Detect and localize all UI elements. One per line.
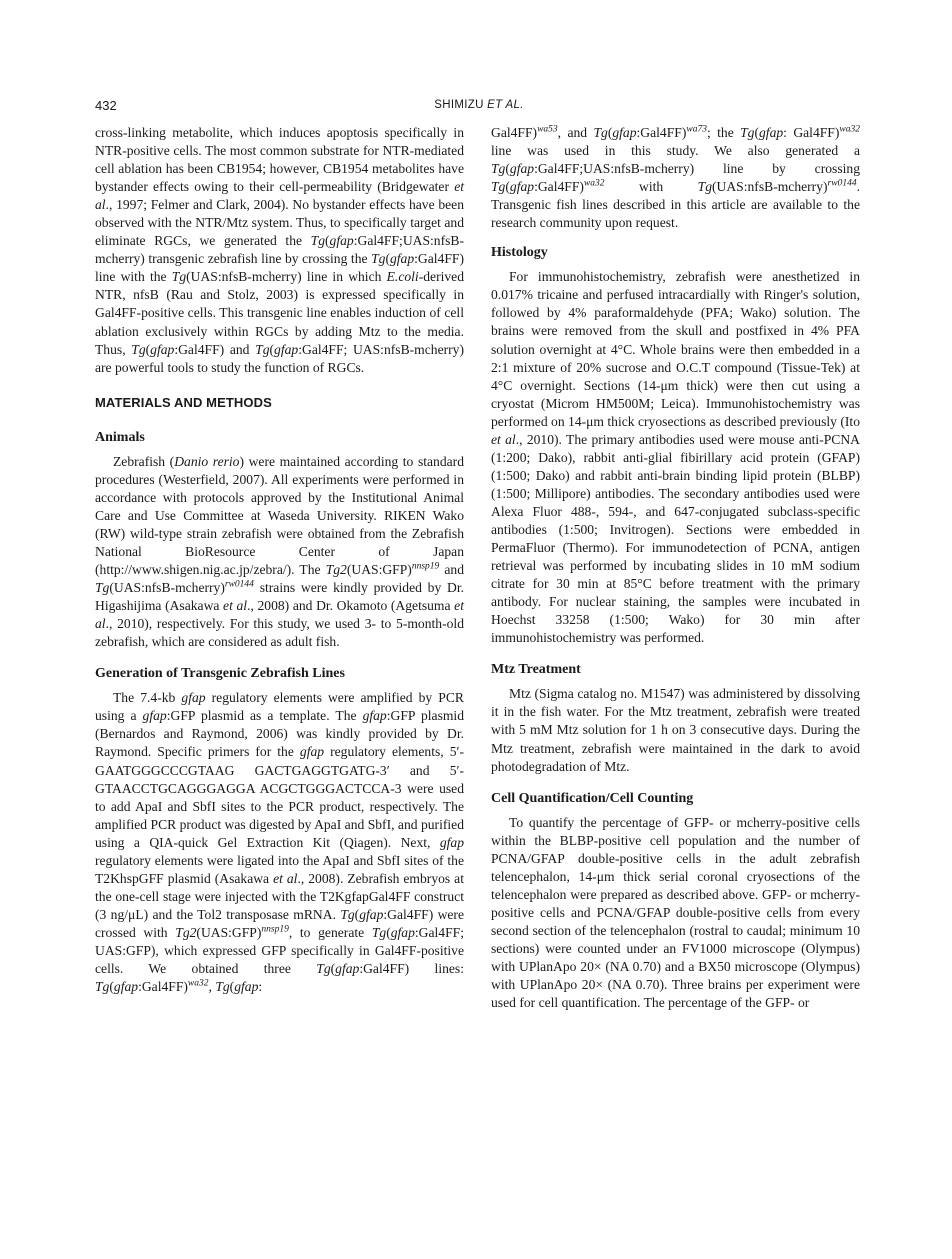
generation-continued-paragraph: Gal4FF)$^{wa53}$, and Tg(gfap:Gal4FF)$^{wa73}$; the Tg(gfap: Gal4FF)$^{wa32}$ line was used in this study. We also generated a Tg(gfap:Gal4FF;UAS:nfsB-mcherry) line by crossing Tg(gfap:Gal4FF)$^{wa32}$ with Tg(UAS:nfsB-mcherry)$^{rw0144}$. Transgenic fish lines described in this article are available to the research community upon request. bbox=[491, 124, 860, 231]
generation-heading: Generation of Transgenic Zebrafish Lines bbox=[95, 666, 345, 682]
mtz-treatment-paragraph: Mtz (Sigma catalog no. M1547) was administered by dissolving it in the fish water. For the Mtz treatment, zebrafish were treated with 5 mM Mtz solution for 1 h on 3 consecutive days. During the Mtz treatment, zebrafish were maintained in the dark to avoid photodegradation of Mtz. bbox=[491, 686, 860, 774]
cell-quantification-heading: Cell Quantification/Cell Counting bbox=[491, 790, 694, 806]
left-column bbox=[95, 124, 464, 996]
generation-paragraph: The 7.4-kb gfap regulatory elements were amplified by PCR using a gfap:GFP plasmid as a template. The gfap:GFP plasmid (Bernardos and Raymond, 2006) was kindly provided by Dr. Raymond. Specific primers for the gfap regulatory elements, 5′-GAATGGGCCCGTAAG GACTGAGGTGATG-3′ and 5′-GTAACCTGCAGGGAGGA ACGCTGGGACTCCA-3 were used to add ApaI and SbfI sites to the PCR product, respectively. The amplified PCR product was digested by ApaI and SbfI, and purified using a QIA-quick Gel Extraction Kit (Qiagen). Next, gfap regulatory elements were ligated into the ApaI and SbfI sites of the T2KhspGFF plasmid (Asakawa et al., 2008). Zebrafish embryos at the one-cell stage were injected with the T2KgfapGal4FF construct (3 ng/μL) and the Tol2 transposase mRNA. Tg(gfap:Gal4FF) were crossed with Tg2(UAS:GFP)$^{nnsp19}$, to generate Tg(gfap:Gal4FF; UAS:GFP), which expressed GFP specifically in Gal4FF-positive cells. We obtained three Tg(gfap:Gal4FF) lines: Tg(gfap:Gal4FF)$^{wa32}$, Tg(gfap: bbox=[95, 690, 465, 995]
right-column bbox=[491, 124, 860, 1012]
histology-paragraph: For immunohistochemistry, zebrafish were anesthetized in 0.017% tricaine and perfused intracardially with Ringer's solution, followed by 4% paraformaldehyde (PFA; Wako) solution. The brains were removed from the skull and postfixed in 4% PFA solution overnight at 4°C. Whole brains were then embedded in a 2:1 mixture of 20% sucrose and O.C.T compound (Tissue-Tek) at 4°C overnight. Sections (14-μm thick) were then cut using a cryostat (Microm HM500M; Leica). Immunohistochemistry was performed on 14-μm thick cryosections as described previously (Ito et al., 2010). The primary antibodies used were mouse anti-PCNA (1:200; Dako), rabbit anti-glial fibirillary acid protein (GFAP) (1:500; Dako) and rabbit anti-brain binding lipid protein (BLBP) (1:500; Millipore) antibodies. The secondary antibodies used were Alexa Fluor 488-, 594-, and 647-conjugated subclass-specific antibodies (1:500; Invitrogen). Sections were embedded in PermaFluor (Thermo). For immunodetection of PCNA, antigen retrieval was performed by incubating slides in 10 mM sodium citrate for 30 min at 85°C before treatment with the primary antibody. For nuclear staining, the samples were incubated in Hoechst 33258 (1:500; Wako) for 30 min after immunohistochemistry was performed. bbox=[491, 269, 860, 646]
histology-heading: Histology bbox=[491, 245, 548, 261]
intro-paragraph: cross-linking metabolite, which induces apoptosis specifically in NTR-positive cells. The most common substrate for NTR-mediated cell ablation has been CB1954; however, CB1954 metabolites have bystander effects owing to their cell-permeability (Bridgewater et al., 1997; Felmer and Clark, 2004). No bystander effects have been observed with the NTR/Mtz system. Thus, to specifically target and eliminate RGCs, we generated the Tg(gfap:Gal4FF;UAS:nfsB-mcherry) transgenic zebrafish line by crossing the Tg(gfap:Gal4FF) line with the Tg(UAS:nfsB-mcherry) line in which E.coli-derived NTR, nfsB (Rau and Stolz, 2003) is expressed specifically in Gal4FF-positive cells. This transgenic line enables induction of cell ablation exclusively within RGCs by adding Mtz to the media. Thus, Tg(gfap:Gal4FF) and Tg(gfap:Gal4FF; UAS:nfsB-mcherry) are powerful tools to study the function of RGCs. bbox=[95, 125, 465, 375]
mtz-treatment-heading: Mtz Treatment bbox=[491, 662, 581, 678]
page-number: 432 bbox=[95, 98, 117, 113]
running-title: SHIMIZU ET AL. bbox=[434, 99, 524, 111]
cell-quantification-paragraph: To quantify the percentage of GFP- or mcherry-positive cells within the BLBP-positive cell population and the number of PCNA/GFAP double-positive cells in the adult zebrafish telencephalon, 14-μm thick serial coronal cryosections of the telencephalon were prepared as described above. GFP- or mcherry-positive cells and PCNA/GFAP double-positive cells from every second section of the telencephalon (rostral to caudal; minimum 10 sections) were counted under an FV1000 microscope (Olympus) with UPlanApo 20× (NA 0.70) and a BX50 microscope (Olympus) with UPlanApo 20× (NA 0.70). Three brains per experiment were used for cell quantification. The percentage of the GFP- or bbox=[491, 814, 860, 1011]
materials-methods-heading: MATERIALS AND METHODS bbox=[95, 394, 272, 410]
running-head bbox=[95, 98, 863, 114]
animals-paragraph: Zebrafish (Danio rerio) were maintained according to standard procedures (Westerfield, 2007). All experiments were performed in accordance with protocols approved by the Institutional Animal Care and Use Committee at Waseda University. RIKEN Wako (RW) wild-type strain zebrafish were obtained from the Zebrafish National BioResource Center of Japan (http://www.shigen.nig.ac.jp/zebra/). The Tg2(UAS:GFP)$^{nnsp19}$ and Tg(UAS:nfsB-mcherry)$^{rw0144}$ strains were kindly provided by Dr. Higashijima (Asakawa et al., 2008) and Dr. Okamoto (Agetsuma et al., 2010), respectively. For this study, we used 3- to 5-month-old zebrafish, which are considered as adult fish. bbox=[95, 453, 464, 650]
animals-heading: Animals bbox=[95, 429, 145, 445]
